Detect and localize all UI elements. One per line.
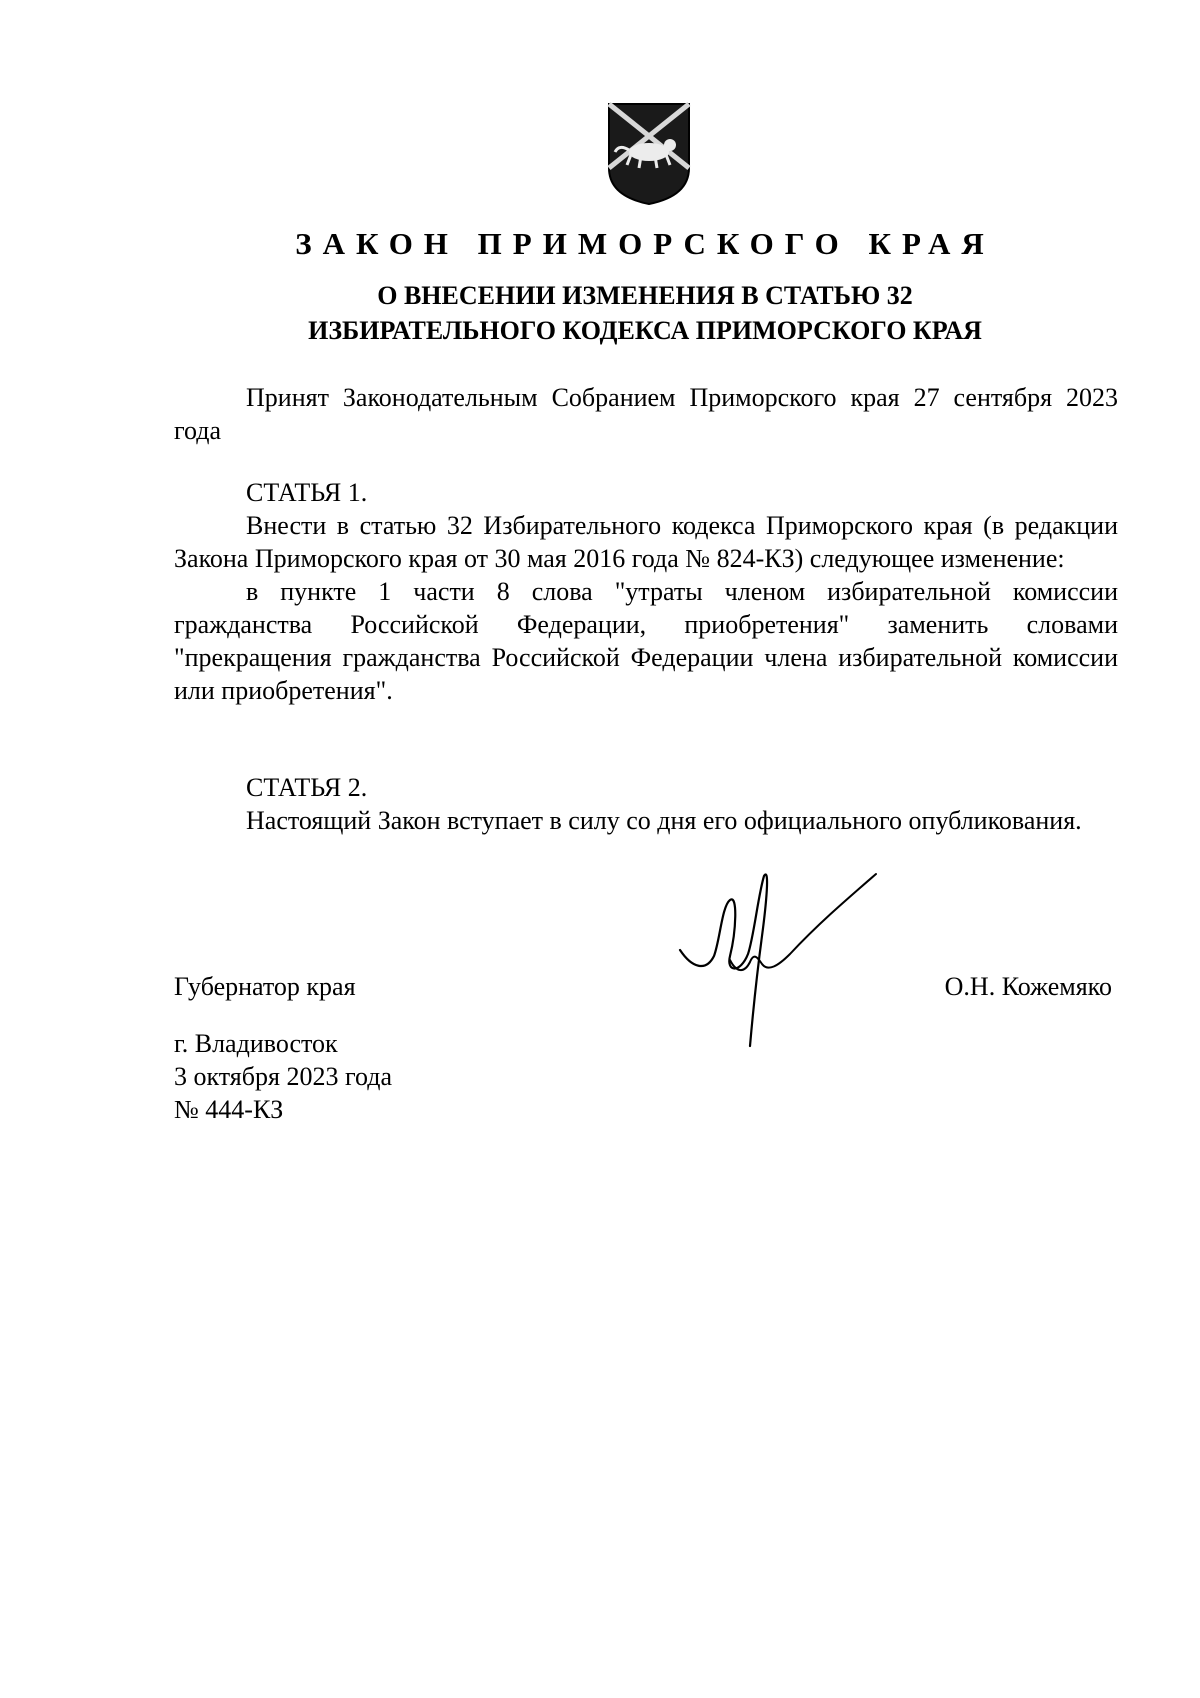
footer-city: г. Владивосток <box>174 1029 338 1058</box>
article-1-paragraph-2: в пункте 1 части 8 слова "утраты членом избирательной комиссии гражданства Российской Федерации, приобретения" заменить словами "прекращения гражданства Российской Федерации члена избирательной комиссии или приобретения". <box>174 577 1118 705</box>
document-footer <box>174 1027 392 1126</box>
article-1 <box>174 476 1118 707</box>
article-2 <box>174 771 1118 837</box>
article-2-heading: СТАТЬЯ 2. <box>246 773 368 802</box>
coat-of-arms-icon <box>605 100 693 208</box>
adoption-note <box>174 381 1118 447</box>
signer-name: О.Н. Кожемяко <box>944 972 1112 1001</box>
law-title: ЗАКОН ПРИМОРСКОГО КРАЯ <box>295 226 995 261</box>
footer-date: 3 октября 2023 года <box>174 1062 392 1091</box>
law-subtitle-line-2: ИЗБИРАТЕЛЬНОГО КОДЕКСА ПРИМОРСКОГО КРАЯ <box>308 316 982 345</box>
article-1-paragraph-1: Внести в статью 32 Избирательного кодекса Приморского края (в редакции Закона Приморского края от 30 мая 2016 года № 824-КЗ) следующее изменение: <box>174 511 1118 573</box>
law-subtitle-line-1: О ВНЕСЕНИИ ИЗМЕНЕНИЯ В СТАТЬЮ 32 <box>377 281 913 310</box>
signer-position: Губернатор края <box>174 972 356 1001</box>
article-2-paragraph-1: Настоящий Закон вступает в силу со дня его официального опубликования. <box>246 806 1082 835</box>
signature-icon <box>678 870 878 1050</box>
article-1-heading: СТАТЬЯ 1. <box>246 478 368 507</box>
footer-number: № 444-КЗ <box>174 1095 284 1124</box>
adoption-paragraph: Принят Законодательным Собранием Приморского края 27 сентября 2023 года <box>174 383 1118 445</box>
